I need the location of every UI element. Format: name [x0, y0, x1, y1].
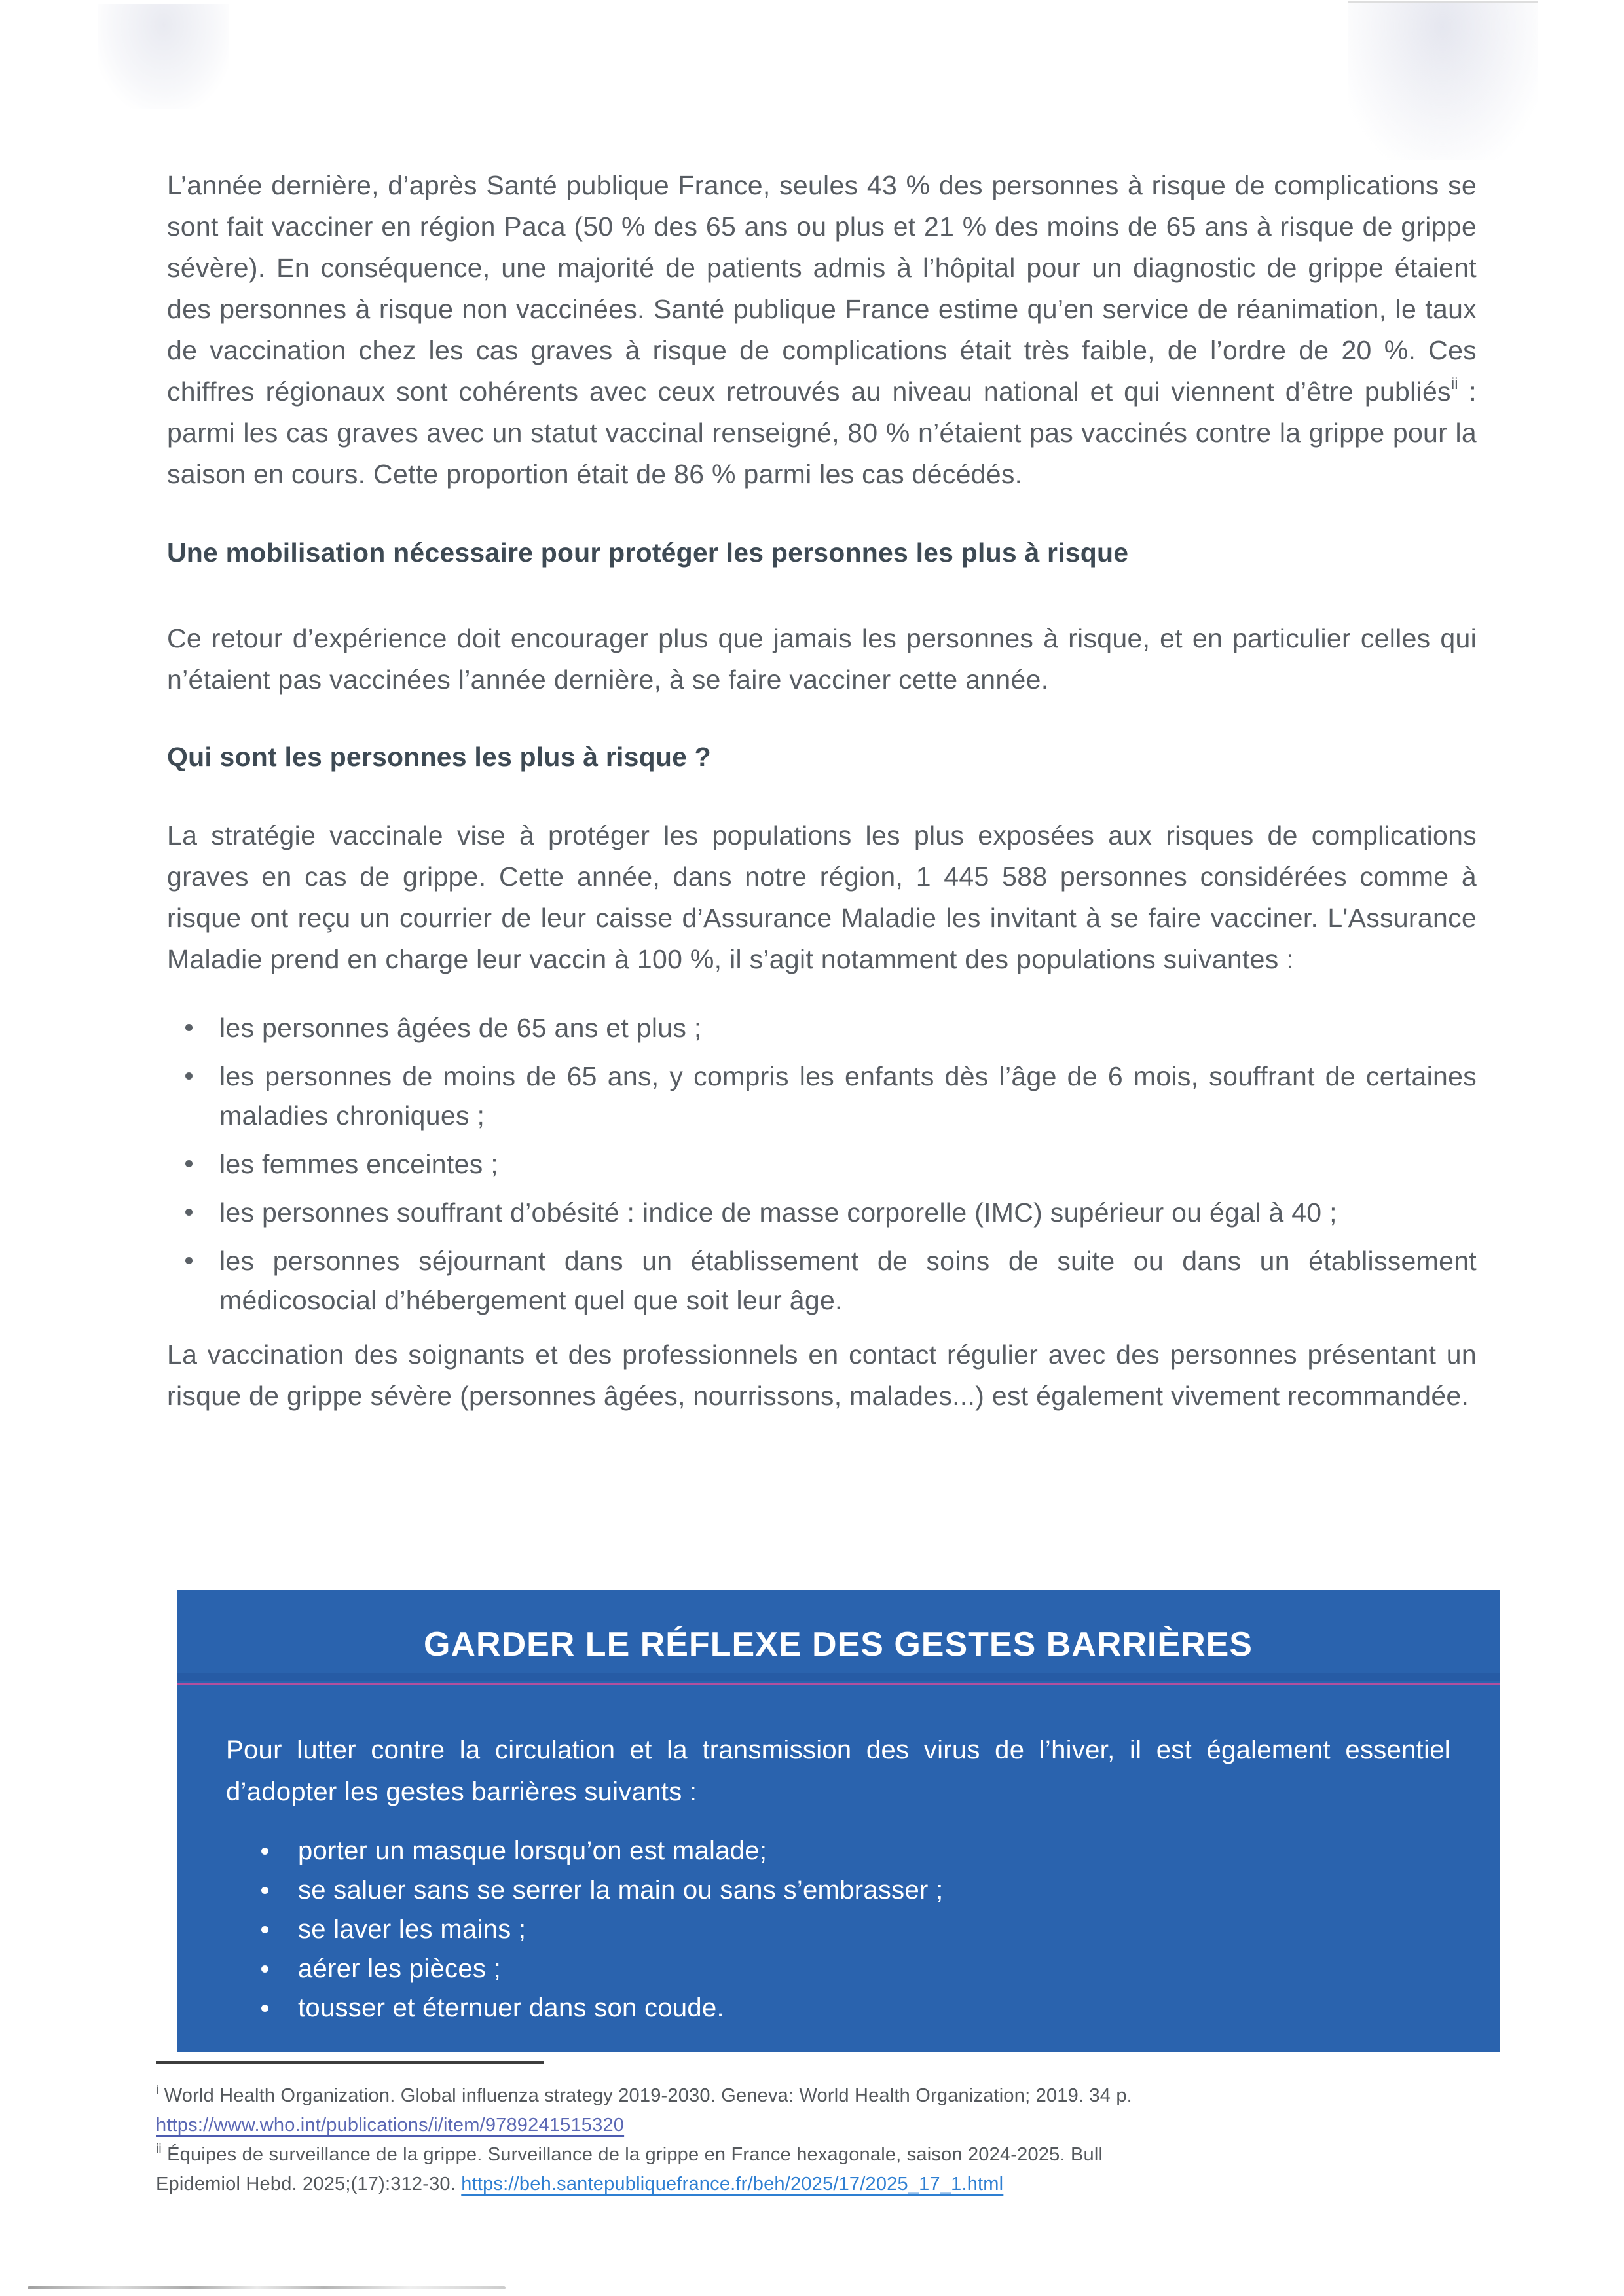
list-item: se saluer sans se serrer la main ou sans s’embrasser ; [298, 1870, 1450, 1910]
intro-paragraph [167, 165, 1477, 495]
list-item: les personnes âgées de 65 ans et plus ; [219, 1008, 1477, 1048]
footnote-separator-rule [156, 2061, 544, 2064]
paragraph-vaccination-soignants: La vaccination des soignants et des professionnels en contact régulier avec des personnes présentant un risque de grippe sévère (personnes âgées, nourrissons, malades...) est également vivement recommandée. [167, 1339, 1477, 1411]
footnote-who [156, 2081, 1472, 2140]
footnote-marker-ii: ii [156, 2142, 162, 2156]
footnote-beh-link[interactable]: https://beh.santepubliquefrance.fr/beh/2025/17/2025_17_1.html [461, 2174, 1004, 2195]
gestes-barrieres-list [226, 1831, 1450, 2028]
heading-personnes-risque: Qui sont les personnes les plus à risque ? [167, 742, 711, 772]
footnote-who-text: World Health Organization. Global influenza strategy 2019-2030. Geneva: World Health Organization; 2019. 34 p. [164, 2085, 1132, 2106]
gestes-barrieres-highlight-box [177, 1590, 1500, 2052]
footnote-beh-text-line2: Epidemiol Hebd. 2025;(17):312-30. [156, 2174, 462, 2195]
list-item: se laver les mains ; [298, 1910, 1450, 1949]
list-item: tousser et éternuer dans son coude. [298, 1988, 1450, 2028]
highlight-box-title: GARDER LE RÉFLEXE DES GESTES BARRIÈRES [424, 1626, 1253, 1664]
footnotes-section [156, 2061, 1472, 2199]
footnote-beh [156, 2140, 1472, 2199]
heading-mobilisation: Une mobilisation nécessaire pour protéger les personnes les plus à risque [167, 538, 1129, 568]
list-item: les femmes enceintes ; [219, 1144, 1477, 1184]
scan-artifact-bottom-edge [28, 2286, 506, 2289]
main-text-column [167, 0, 1477, 1417]
paragraph-retour-experience: Ce retour d’expérience doit encourager plus que jamais les personnes à risque, et en particulier celles qui n’étaient pas vaccinées l’année dernière, à se faire vacciner cette année. [167, 623, 1477, 695]
list-item: porter un masque lorsqu’on est malade; [298, 1831, 1450, 1870]
footnote-who-link[interactable]: https://www.who.int/publications/i/item/9789241515320 [156, 2115, 625, 2136]
footnote-reference-ii: ii [1450, 375, 1458, 393]
list-item: les personnes souffrant d’obésité : indice de masse corporelle (IMC) supérieur ou égal à 40 ; [219, 1193, 1477, 1232]
list-item: les personnes de moins de 65 ans, y compris les enfants dès l’âge de 6 mois, souffrant de certaines maladies chroniques ; [219, 1057, 1477, 1135]
intro-text-before-marker: L’année dernière, d’après Santé publique France, seules 43 % des personnes à risque de complications se sont fait vacciner en région Paca (50 % des 65 ans ou plus et 21 % des moins de 65 ans à risque de grippe sévère). En conséquence, une majorité de patients admis à l’hôpital pour un diagnostic de grippe étaient des personnes à risque non vaccinées. Santé publique France estime qu’en service de réanimation, le taux de vaccination chez les cas graves à risque de complications était très faible, de l’ordre de 20 %. Ces chiffres régionaux sont cohérents avec ceux retrouvés au niveau national et qui viennent d’être publiés [167, 170, 1477, 407]
highlight-box-intro: Pour lutter contre la circulation et la transmission des virus de l’hiver, il est également essentiel d’adopter les gestes barrières suivants : [226, 1736, 1450, 1806]
footnote-marker-i: i [156, 2083, 159, 2097]
at-risk-populations-list [167, 1008, 1477, 1320]
list-item: aérer les pièces ; [298, 1949, 1450, 1988]
paragraph-strategie-vaccinale: La stratégie vaccinale vise à protéger les populations les plus exposées aux risques de complications graves en cas de grippe. Cette année, dans notre région, 1 445 588 personnes considérées comme à risque ont reçu un courrier de leur caisse d’Assurance Maladie les invitant à se faire vacciner. L'Assurance Maladie prend en charge leur vaccin à 100 %, il s’agit notamment des populations suivantes : [167, 820, 1477, 974]
intro-text-after-marker: : parmi les cas graves avec un statut vaccinal renseigné, 80 % n’étaient pas vaccinés contre la grippe pour la saison en cours. Cette proportion était de 86 % parmi les cas décédés. [167, 376, 1477, 489]
highlight-box-divider [177, 1683, 1500, 1685]
footnote-beh-text-line1: Équipes de surveillance de la grippe. Surveillance de la grippe en France hexagonale, saison 2024-2025. Bull [167, 2144, 1103, 2165]
list-item: les personnes séjournant dans un établissement de soins de suite ou dans un établissement médicosocial d’hébergement quel que soit leur âge. [219, 1241, 1477, 1320]
